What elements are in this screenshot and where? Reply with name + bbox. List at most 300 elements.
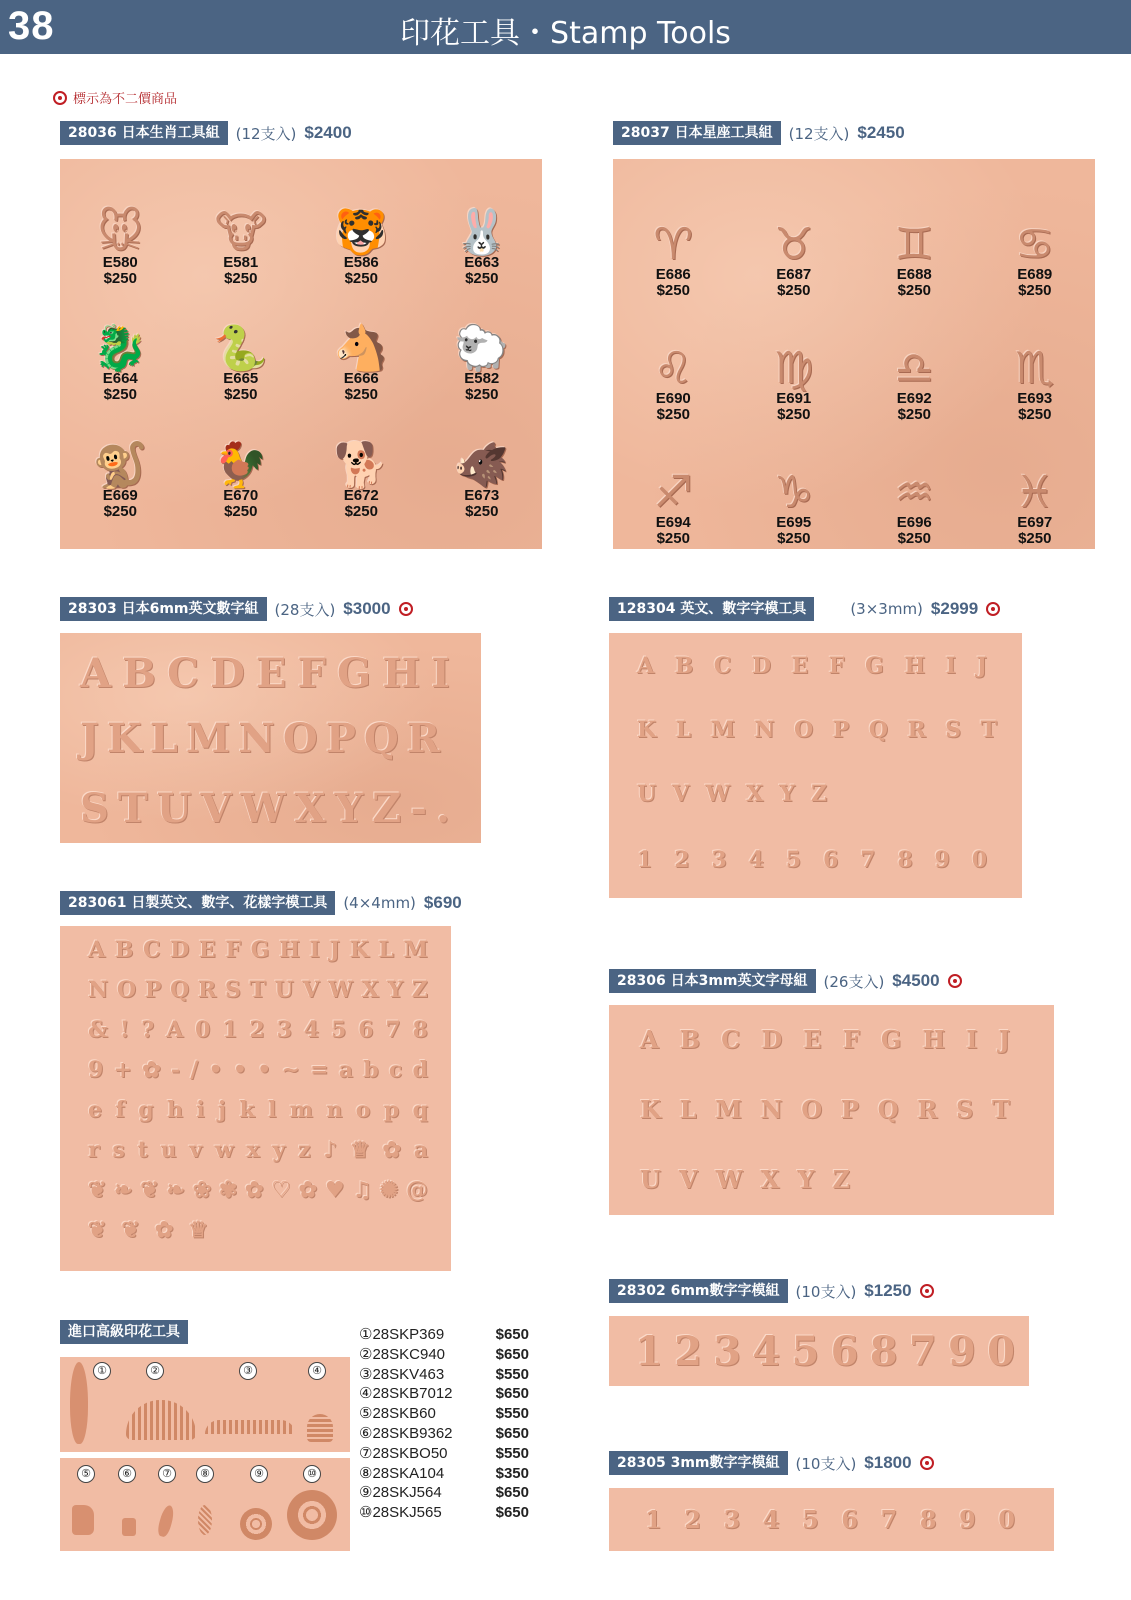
tool-sku: ②28SKC940 <box>359 1345 446 1363</box>
stamped-character: Z <box>372 785 402 832</box>
marker-3-icon: ③ <box>239 1362 257 1380</box>
zodiac-item-code: E670 <box>223 486 259 504</box>
stamped-character: 0 <box>987 1328 1015 1375</box>
stamped-character: 0 <box>195 1017 211 1043</box>
stamped-character: 8 <box>869 1328 898 1375</box>
zodiac-price: $2400 <box>304 123 352 142</box>
marker-6-icon: ⑥ <box>118 1465 136 1483</box>
marker-5-icon: ⑤ <box>77 1465 95 1483</box>
stamped-character: f <box>115 1097 125 1123</box>
stamped-character: 1 <box>222 1017 238 1043</box>
stamped-character: 6 <box>841 1505 858 1534</box>
stamped-character: O <box>116 977 136 1003</box>
zodiac-item-price: $250 <box>344 386 378 404</box>
stamped-character: r <box>88 1137 100 1163</box>
alnum3-code: 128304 英文、數字字模工具 <box>609 597 814 621</box>
zodiac-item-code: E580 <box>102 253 138 271</box>
stamped-character: K <box>640 1095 661 1124</box>
zodiac-item-price: $250 <box>465 269 499 287</box>
snake-icon: 🐍 <box>213 323 269 375</box>
stamped-character: W <box>705 781 731 807</box>
stamped-character: . <box>435 785 450 832</box>
constellation-cell <box>975 175 1096 299</box>
stamped-character: a <box>338 1057 354 1083</box>
num3-set-title <box>609 1451 934 1475</box>
stamped-character: X <box>760 1165 780 1194</box>
stamped-character: w <box>214 1137 234 1163</box>
num6-set-title <box>609 1279 934 1303</box>
num3-price: $1800 <box>864 1453 912 1472</box>
tool-list-item <box>359 1444 529 1464</box>
stamped-character: H <box>279 937 300 963</box>
tool-price: $650 <box>495 1326 529 1343</box>
arc-veiner-stamp-icon <box>205 1420 295 1434</box>
stamped-character: 5 <box>791 1328 820 1375</box>
stamped-character: & <box>88 1017 108 1043</box>
page-title: 印花工具・Stamp Tools <box>400 16 731 51</box>
stamped-character: 0 <box>971 847 987 873</box>
constellation-item-code: E697 <box>1017 514 1053 531</box>
zodiac-cell <box>60 287 181 404</box>
boar-icon: 🐗 <box>454 439 510 491</box>
bevel-stamp-icon <box>307 1414 333 1442</box>
dragon-icon: 🐉 <box>92 323 148 375</box>
aquarius-icon: ♒ <box>894 467 934 518</box>
stamped-character: J <box>329 937 340 963</box>
constellation-item-price: $250 <box>1018 406 1052 423</box>
jp4-row <box>88 1137 428 1163</box>
stamped-character: D <box>210 650 245 697</box>
stamped-character: A <box>637 653 655 679</box>
alpha6-set-title <box>60 597 413 621</box>
stamped-character: A <box>640 1025 659 1054</box>
stamped-character: A <box>88 937 106 963</box>
constellation-item-code: E688 <box>896 266 932 283</box>
stamped-character: B <box>679 1025 701 1054</box>
marker-9-icon: ⑨ <box>250 1465 268 1483</box>
stamped-character: K <box>106 715 142 762</box>
stamped-character: 3 <box>276 1017 292 1043</box>
stamped-character: • <box>257 1057 272 1083</box>
tool-list-item <box>359 1483 529 1503</box>
stamped-character: G <box>337 650 372 697</box>
stamped-character: ✿ <box>142 1057 161 1083</box>
tool-sku: ⑧28SKA104 <box>359 1464 445 1482</box>
tool-list-item <box>359 1384 529 1404</box>
stamped-character: 7 <box>385 1017 401 1043</box>
stamped-character: t <box>137 1137 148 1163</box>
stamped-character: K <box>349 937 369 963</box>
tool-list-item <box>359 1325 529 1345</box>
zodiac-item-code: E665 <box>223 370 259 388</box>
stamped-character: Y <box>797 1165 815 1194</box>
stamped-character: K <box>637 717 657 743</box>
stamped-character: 3 <box>713 1328 742 1375</box>
constellation-item-price: $250 <box>777 282 811 299</box>
num3-qty: (10支入) <box>795 1454 857 1473</box>
stamped-character: H <box>922 1025 946 1054</box>
stamped-character: E <box>198 937 216 963</box>
stamped-character: 4 <box>303 1017 320 1043</box>
constellation-item-price: $250 <box>656 406 690 423</box>
zodiac-item-price: $250 <box>224 269 258 287</box>
num6-code: 28302 6mm數字字模組 <box>609 1279 788 1303</box>
stamped-character: N <box>754 717 775 743</box>
zodiac-code: 28036 日本生肖工具組 <box>60 121 228 145</box>
stamped-character: 9 <box>934 847 950 873</box>
stamped-character: z <box>297 1137 311 1163</box>
stamped-character: R <box>406 715 440 762</box>
pisces-icon: ♓ <box>1015 467 1055 518</box>
tool-sku: ⑨28SKJ564 <box>359 1484 442 1502</box>
stamped-character: W <box>328 977 353 1003</box>
tool-list-item <box>359 1365 529 1385</box>
tool-price: $350 <box>495 1464 529 1482</box>
constellation-item-price: $250 <box>897 530 931 547</box>
jp4-code: 283061 日製英文、數字、花樣字模工具 <box>60 891 335 915</box>
zodiac-cell <box>60 170 181 287</box>
stamped-character: j <box>218 1097 226 1123</box>
num3-digits <box>645 1505 1015 1534</box>
stamped-character: N <box>760 1095 783 1124</box>
stamped-character: ❦ <box>88 1177 107 1203</box>
alnum3-row-4 <box>637 847 987 873</box>
stamped-character: ! <box>119 1017 130 1043</box>
stamped-character: N <box>88 977 109 1003</box>
stamped-character: S <box>80 785 109 832</box>
marker-4-icon: ④ <box>308 1362 326 1380</box>
stamped-character: - <box>170 1057 181 1083</box>
stamped-character: I <box>309 937 320 963</box>
zodiac-item-price: $250 <box>465 386 499 404</box>
zodiac-item-code: E666 <box>343 370 379 388</box>
stamped-character: F <box>828 653 845 679</box>
stamped-character: 5 <box>785 847 802 873</box>
stamped-character: 3 <box>711 847 727 873</box>
stamped-character: n <box>326 1097 343 1123</box>
dog-icon: 🐕 <box>333 439 389 491</box>
alpha3-row-3 <box>640 1165 850 1194</box>
stamped-character: + <box>113 1057 132 1083</box>
stamped-character: C <box>713 653 732 679</box>
constellation-code: 28037 日本星座工具組 <box>613 121 781 145</box>
constellation-set-title <box>613 121 905 145</box>
stamped-character: T <box>249 977 266 1003</box>
alpha6-code: 28303 日本6mm英文數字組 <box>60 597 267 621</box>
scorpio-icon: ♏ <box>1015 343 1055 394</box>
constellation-item-code: E691 <box>776 390 812 407</box>
zodiac-cell <box>301 170 422 287</box>
constellation-item-price: $250 <box>1018 530 1052 547</box>
stamped-character: Y <box>779 781 795 807</box>
stamped-character: O <box>282 715 318 762</box>
stamped-character: A <box>166 1017 184 1043</box>
stamped-character: 4 <box>752 1328 781 1375</box>
stamped-character: • <box>232 1057 247 1083</box>
stamped-character: V <box>678 1165 698 1194</box>
virgo-icon: ♍ <box>774 343 814 394</box>
tool-price: $550 <box>495 1365 529 1383</box>
alpha6-row-1 <box>80 650 450 697</box>
alpha3-row-2 <box>640 1095 1010 1124</box>
stamped-character: 6 <box>830 1328 859 1375</box>
constellation-cell <box>613 175 734 299</box>
small-beveler-stamp-icon <box>72 1505 94 1535</box>
stamped-character: S <box>224 977 241 1003</box>
stamped-character: ✾ <box>218 1177 238 1203</box>
stamped-character: T <box>992 1095 1010 1124</box>
tool-sku: ⑥28SKB9362 <box>359 1424 453 1442</box>
stamped-character: T <box>980 717 997 743</box>
stamped-character: k <box>239 1097 255 1123</box>
stamped-character: V <box>302 977 320 1003</box>
horse-icon: 🐴 <box>333 323 389 375</box>
tool-price: $650 <box>495 1484 529 1502</box>
alpha3-qty: (26支入) <box>823 972 885 991</box>
alpha3-code: 28306 日本3mm英文字母組 <box>609 969 816 993</box>
stamped-character: 7 <box>860 847 876 873</box>
stamped-character: 1 <box>637 847 653 873</box>
fixed-price-mark-icon <box>986 602 1000 616</box>
stamped-character: 0 <box>998 1505 1015 1534</box>
constellation-item-code: E687 <box>776 266 812 283</box>
zodiac-item-code: E581 <box>223 253 259 271</box>
stamped-character: G <box>864 653 884 679</box>
stamped-character: D <box>170 937 190 963</box>
zodiac-item-price: $250 <box>103 386 137 404</box>
stamped-character: 2 <box>674 1328 702 1375</box>
stamped-character: 4 <box>762 1505 780 1534</box>
constellation-cell <box>734 299 855 423</box>
stamped-character: G <box>880 1025 902 1054</box>
tool-sku: ④28SKB7012 <box>359 1385 453 1403</box>
stamped-character: I <box>966 1025 978 1054</box>
page-header <box>0 0 1131 54</box>
stamped-character: Z <box>810 781 827 807</box>
stamped-character: ♫ <box>352 1177 373 1203</box>
zodiac-item-price: $250 <box>344 502 378 520</box>
constellation-item-code: E695 <box>776 514 812 531</box>
jp4-row <box>88 977 428 1003</box>
stamped-character: F <box>225 937 241 963</box>
pear-shader-stamp-icon <box>70 1362 88 1444</box>
constellation-qty: (12支入) <box>788 124 850 143</box>
constellation-cell <box>734 175 855 299</box>
constellation-item-price: $250 <box>897 406 931 423</box>
constellation-item-code: E694 <box>655 514 691 531</box>
stamped-character: ❦ <box>88 1217 107 1243</box>
alnum3-qty: (3×3mm) <box>850 600 923 618</box>
taurus-icon: ♉ <box>774 219 814 270</box>
constellation-item-price: $250 <box>777 530 811 547</box>
stamped-character: M <box>710 717 735 743</box>
stamped-character: B <box>122 650 156 697</box>
stamped-character: ? <box>141 1017 155 1043</box>
stamped-character: ❦ <box>121 1217 140 1243</box>
stamped-character: ❀ <box>192 1177 212 1203</box>
stamped-character: a <box>413 1137 428 1163</box>
tool-list-item <box>359 1404 529 1424</box>
constellation-item-code: E690 <box>655 390 691 407</box>
stamped-character: M <box>403 937 428 963</box>
stamped-character: ❧ <box>166 1177 185 1203</box>
marker-10-icon: ⑩ <box>303 1465 321 1483</box>
zodiac-item-code: E673 <box>464 486 500 504</box>
stamped-character: v <box>189 1137 203 1163</box>
tool-price: $650 <box>495 1424 529 1442</box>
constellation-item-price: $250 <box>656 530 690 547</box>
stamped-character: ✿ <box>245 1177 264 1203</box>
tool-list-item <box>359 1464 529 1484</box>
stamped-character: - <box>410 785 427 832</box>
stamped-character: 9 <box>959 1505 976 1534</box>
fixed-price-mark-icon <box>53 91 67 105</box>
stamped-character: Y <box>334 785 364 832</box>
stamped-character: 2 <box>684 1505 701 1534</box>
stamped-character: ♥ <box>324 1177 345 1203</box>
constellation-item-code: E696 <box>896 514 932 531</box>
stamped-character: W <box>715 1165 743 1194</box>
zodiac-cell <box>181 287 302 404</box>
imported-set-title <box>60 1320 188 1344</box>
stamped-character: ~ <box>281 1057 300 1083</box>
stamped-character: F <box>842 1025 860 1054</box>
alpha6-row-3 <box>80 785 450 832</box>
jp4-row <box>88 1057 428 1083</box>
stamped-character: X <box>746 781 764 807</box>
jp4-price: $690 <box>423 893 462 912</box>
stamped-character: Q <box>877 1095 899 1124</box>
marker-2-icon: ② <box>146 1362 164 1380</box>
alpha6-price: $3000 <box>343 599 391 618</box>
stamped-character: E <box>255 650 287 697</box>
stamped-character: • <box>208 1057 223 1083</box>
tool-sku: ③28SKV463 <box>359 1365 445 1383</box>
stamped-character: 6 <box>822 847 839 873</box>
jp4-set-title <box>60 891 462 915</box>
marker-7-icon: ⑦ <box>158 1465 176 1483</box>
stamped-character: d <box>412 1057 428 1083</box>
constellation-cell <box>975 299 1096 423</box>
alpha6-qty: (28支入) <box>274 600 336 619</box>
constellation-item-code: E689 <box>1017 266 1053 283</box>
textured-pear-stamp-icon <box>198 1505 212 1535</box>
tool-price: $550 <box>495 1444 529 1462</box>
zodiac-cell <box>60 403 181 520</box>
stamped-character: U <box>274 977 294 1003</box>
zodiac-cell <box>422 170 543 287</box>
stamped-character: C <box>143 937 161 963</box>
zodiac-item-code: E669 <box>102 486 138 504</box>
rooster-icon: 🐓 <box>213 439 269 491</box>
stamped-character: / <box>190 1057 199 1083</box>
stamped-character: R <box>917 1095 938 1124</box>
fixed-price-mark-icon <box>399 602 413 616</box>
stamped-character: 8 <box>412 1017 428 1043</box>
fixed-price-mark-icon <box>920 1284 934 1298</box>
imported-tools-list <box>359 1325 529 1523</box>
jp4-row <box>88 1177 428 1203</box>
leo-icon: ♌ <box>653 343 693 394</box>
constellation-item-code: E692 <box>896 390 932 407</box>
alnum3-row-2 <box>637 717 997 743</box>
stamped-character: ❧ <box>114 1177 133 1203</box>
stamped-character: O <box>794 717 814 743</box>
stamped-character: D <box>751 653 771 679</box>
stamped-character: G <box>250 937 270 963</box>
tool-price: $650 <box>495 1385 529 1403</box>
stamped-character: P <box>840 1095 859 1124</box>
constellation-stamp-grid <box>613 175 1095 547</box>
alnum3-price: $2999 <box>930 599 979 618</box>
stamped-character: @ <box>405 1177 428 1203</box>
zodiac-item-code: E672 <box>343 486 379 504</box>
marker-8-icon: ⑧ <box>196 1465 214 1483</box>
stamped-character: 1 <box>635 1328 663 1375</box>
stamped-character: R <box>907 717 926 743</box>
alpha3-price: $4500 <box>892 971 940 990</box>
jp4-row <box>88 1217 208 1243</box>
stamped-character: 7 <box>908 1328 937 1375</box>
stamped-character: U <box>640 1165 661 1194</box>
zodiac-item-price: $250 <box>103 269 137 287</box>
stamped-character: Y <box>387 977 404 1003</box>
stamped-character: V <box>672 781 690 807</box>
stamped-character: h <box>166 1097 183 1123</box>
stamped-character: o <box>355 1097 371 1123</box>
stamped-character: y <box>272 1137 286 1163</box>
num6-digits <box>635 1328 1015 1375</box>
constellation-cell <box>613 299 734 423</box>
stamped-character: 4 <box>748 847 764 873</box>
stamped-character: ✿ <box>298 1177 318 1203</box>
stamped-character: 7 <box>880 1505 898 1534</box>
flower-center-stamp-icon <box>240 1508 272 1540</box>
fixed-price-mark-icon <box>920 1456 934 1470</box>
constellation-cell <box>613 423 734 547</box>
stamped-character: b <box>363 1057 379 1083</box>
stamped-character: L <box>378 937 394 963</box>
zodiac-qty: (12支入) <box>235 124 297 143</box>
stamped-character: 9 <box>948 1328 976 1375</box>
num6-price: $1250 <box>864 1281 912 1300</box>
stamped-character: D <box>761 1025 783 1054</box>
stamped-character: P <box>832 717 850 743</box>
stamped-character: F <box>297 650 326 697</box>
monkey-icon: 🐒 <box>92 439 148 491</box>
stamped-character: x <box>246 1137 260 1163</box>
stamped-character: l <box>267 1097 277 1123</box>
zodiac-item-price: $250 <box>224 502 258 520</box>
stamped-character: S <box>955 1095 974 1124</box>
stamped-character: ✿ <box>154 1217 174 1243</box>
stamped-character: Q <box>169 977 190 1003</box>
stamped-character: J <box>976 653 987 679</box>
stamped-character: W <box>240 785 286 832</box>
stamped-character: E <box>791 653 809 679</box>
zodiac-item-code: E582 <box>464 370 500 388</box>
stamped-character: ♕ <box>350 1137 370 1163</box>
zodiac-cell <box>181 403 302 520</box>
constellation-item-price: $250 <box>777 406 811 423</box>
constellation-item-price: $250 <box>897 282 931 299</box>
stamped-character: U <box>156 785 192 832</box>
stamped-character: 2 <box>249 1017 265 1043</box>
constellation-item-code: E693 <box>1017 390 1053 407</box>
jp4-row <box>88 1097 428 1123</box>
stamped-character: p <box>383 1097 400 1123</box>
stamped-character: B <box>674 653 694 679</box>
